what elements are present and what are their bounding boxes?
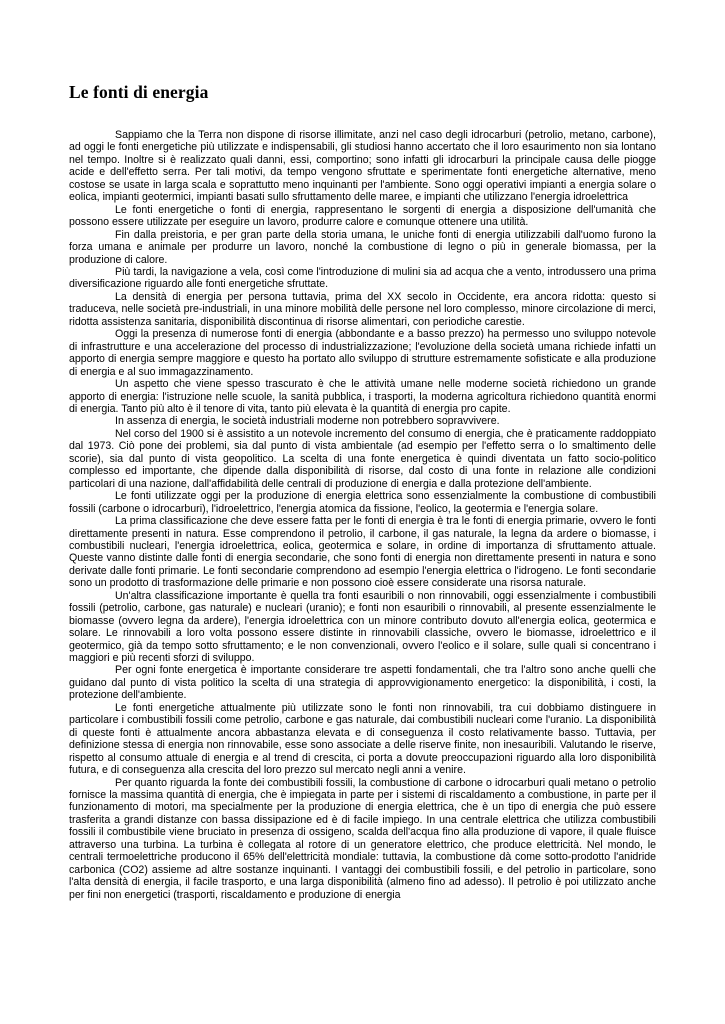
paragraph: Un'altra classificazione importante è quella tra fonti esauribili o non rinnovabili, oggi essenzialmente i combustibili fossili (petrolio, carbone, gas naturale) e nucleari (uranio); e fonti non esauribili o rinnovabili, al presente essenzialmente le biomasse (ovvero legna da ardere), l'energia idroelettrica con un minore contributo dovuto all'energia eolica, geotermica e solare. Le rinnovabili a loro volta possono essere distinte in rinnovabili classiche, ovvero le biomasse, idroelettrico e il geotermico, già da tempo sotto sfruttamento; e le non convenzionali, ovvero l'eolico e il solare, sulle quali si concentrano i maggiori e più recenti sforzi di sviluppo. bbox=[69, 589, 656, 665]
document-body bbox=[69, 129, 656, 901]
paragraph: Sappiamo che la Terra non dispone di risorse illimitate, anzi nel caso degli idrocarburi (petrolio, metano, carbone), ad oggi le fonti energetiche più utilizzate e indispensabili, gli studiosi hanno accertato che il loro esaurimento non sia lontano nel tempo. Inoltre si è realizzato quali danni, essi, comportino; sono infatti gli idrocarburi la principale causa delle piogge acide e dell'effetto serra. Per tali motivi, da tempo vengono sfruttate e sperimentate fonti energetiche alternative, meno costose se usate in larga scala e soprattutto meno inquinanti per l'ambiente. Sono oggi operativi impianti a energia solare o eolica, impianti geotermici, impianti basati sullo sfruttamento delle maree, e impianti che utilizzano l'energia idroelettrica bbox=[69, 129, 656, 204]
paragraph: In assenza di energia, le società industriali moderne non potrebbero sopravvivere. bbox=[115, 415, 500, 428]
paragraph: Le fonti utilizzate oggi per la produzione di energia elettrica sono essenzialmente la combustione di combustibili fossili (carbone o idrocarburi), l'idroelettrico, l'energia atomica da fissione, l'eolico, la geotermia e l'energia solare. bbox=[69, 490, 656, 515]
document-title: Le fonti di energia bbox=[69, 82, 209, 102]
paragraph: Oggi la presenza di numerose fonti di energia (abbondante e a basso prezzo) ha permesso uno sviluppo notevole di infrastrutture e una accelerazione del processo di industrializzazione; l'evoluzione della società umana richiede infatti un apporto di energia sempre maggiore e questo ha portato allo sviluppo di strutture estremamente sofisticate e alla produzione di energia e al suo immagazzinamento. bbox=[69, 328, 656, 378]
paragraph: Fin dalla preistoria, e per gran parte della storia umana, le uniche fonti di energia utilizzabili dall'uomo furono la forza umana e animale per produrre un lavoro, nonché la combustione di legno o più in generale biomassa, per la produzione di calore. bbox=[69, 228, 656, 266]
paragraph: Per ogni fonte energetica è importante considerare tre aspetti fondamentali, che tra l'altro sono anche quelli che guidano dal punto di vista politico la scelta di una strategia di approvvigionamento energetico: la disponibilità, i costi, la protezione dell'ambiente. bbox=[69, 664, 656, 702]
paragraph: Nel corso del 1900 si è assistito a un notevole incremento del consumo di energia, che è praticamente raddoppiato dal 1973. Ciò pone dei problemi, sia dal punto di vista ambientale (ad esempio per l'effetto serra o lo smaltimento delle scorie), sia dal punto di vista geopolitico. La scelta di una fonte energetica è quindi diventata un fatto socio-politico complesso ed importante, che dipende dalla disponibilità di risorse, dal costo di una fonte in relazione alle condizioni particolari di una nazione, dall'affidabilità delle centrali di produzione di energia e dalla protezione dell'ambiente. bbox=[69, 427, 656, 490]
paragraph: La prima classificazione che deve essere fatta per le fonti di energia è tra le fonti di energia primarie, ovvero le fonti direttamente presenti in natura. Esse comprendono il petrolio, il carbone, il gas naturale, la legna da ardere o biomasse, i combustibili nucleari, l'energia idroelettrica, eolica, geotermica e solare, in ordine di importanza di sfruttamento attuale. Queste vanno distinte dalle fonti di energia secondarie, che sono fonti di energia non direttamente presenti in natura e sono derivate dalle fonti primarie. Le fonti secondarie comprendono ad esempio l'energia elettrica o l'idrogeno. Le fonti secondarie sono un prodotto di trasformazione delle primarie e non possono cioè essere considerate una risorsa naturale. bbox=[69, 515, 656, 590]
paragraph: La densità di energia per persona tuttavia, prima del XX secolo in Occidente, era ancora ridotta: questo si traduceva, nelle società pre-industriali, in una minore mobilità delle persone nel loro complesso, minore circolazione di merci, ridotta assistenza sanitaria, disponibilità discontinua di risorse alimentari, con periodiche carestie. bbox=[69, 290, 656, 328]
paragraph: Le fonti energetiche attualmente più utilizzate sono le fonti non rinnovabili, tra cui dobbiamo distinguere in particolare i combustibili fossili come petrolio, carbone e gas naturale, dai combustibili nucleari come l'uranio. La disponibilità di queste fonti è attualmente ancora abbastanza elevata e di conseguenza il costo relativamente basso. Tuttavia, per definizione stessa di energia non rinnovabile, esse sono associate a delle riserve finite, non inesauribili. Valutando le riserve, rispetto al consumo attuale di energia e al trend di crescita, ci porta a dovute preoccupazioni riguardo alla loro disponibilità futura, e di conseguenza alla crescita del loro prezzo sul mercato negli anni a venire. bbox=[69, 701, 656, 777]
paragraph: Le fonti energetiche o fonti di energia, rappresentano le sorgenti di energia a disposizione dell'umanità che possono essere utilizzate per eseguire un lavoro, produrre calore e comunque ottenere una utilità. bbox=[69, 203, 656, 229]
paragraph: Per quanto riguarda la fonte dei combustibili fossili, la combustione di carbone o idrocarburi quali metano o petrolio fornisce la massima quantità di energia, che è impiegata in parte per i sistemi di riscaldamento a combustione, in parte per il funzionamento di motori, ma specialmente per la produzione di energia elettrica, che è un tipo di energia che può essere trasferita a grandi distanze con bassa dissipazione ed è di facile impiego. In una centrale elettrica che utilizza combustibili fossili il combustibile viene bruciato in presenza di ossigeno, scalda dell'acqua fino alla produzione di vapore, il quale fluisce attraverso una turbina. La turbina è collegata al rotore di un generatore elettrico, che produce elettricità. Nel mondo, le centrali termoelettriche producono il 65% dell'elettricità mondiale: tuttavia, la combustione dà come sotto-prodotto l'anidride carbonica (CO2) assieme ad altre sostanze inquinanti. I vantaggi dei combustibili fossili, e del petrolio in particolare, sono l'alta densità di energia, il facile trasporto, e una larga disponibilità (almeno fino ad adesso). Il petrolio è poi utilizzato anche per fini non energetici (trasporti, riscaldamento e produzione di energia bbox=[69, 776, 656, 901]
paragraph: Un aspetto che viene spesso trascurato è che le attività umane nelle moderne società richiedono un grande apporto di energia: l'istruzione nelle scuole, la sanità pubblica, i trasporti, la moderna agricoltura richiedono quantità enormi di energia. Tanto più alto è il tenore di vita, tanto più elevata è la quantità di energia pro capite. bbox=[69, 378, 656, 415]
document-page bbox=[69, 82, 656, 901]
paragraph: Più tardi, la navigazione a vela, così come l'introduzione di mulini sia ad acqua che a vento, introdussero una prima diversificazione riguardo alle fonti energetiche sfruttate. bbox=[69, 265, 656, 291]
